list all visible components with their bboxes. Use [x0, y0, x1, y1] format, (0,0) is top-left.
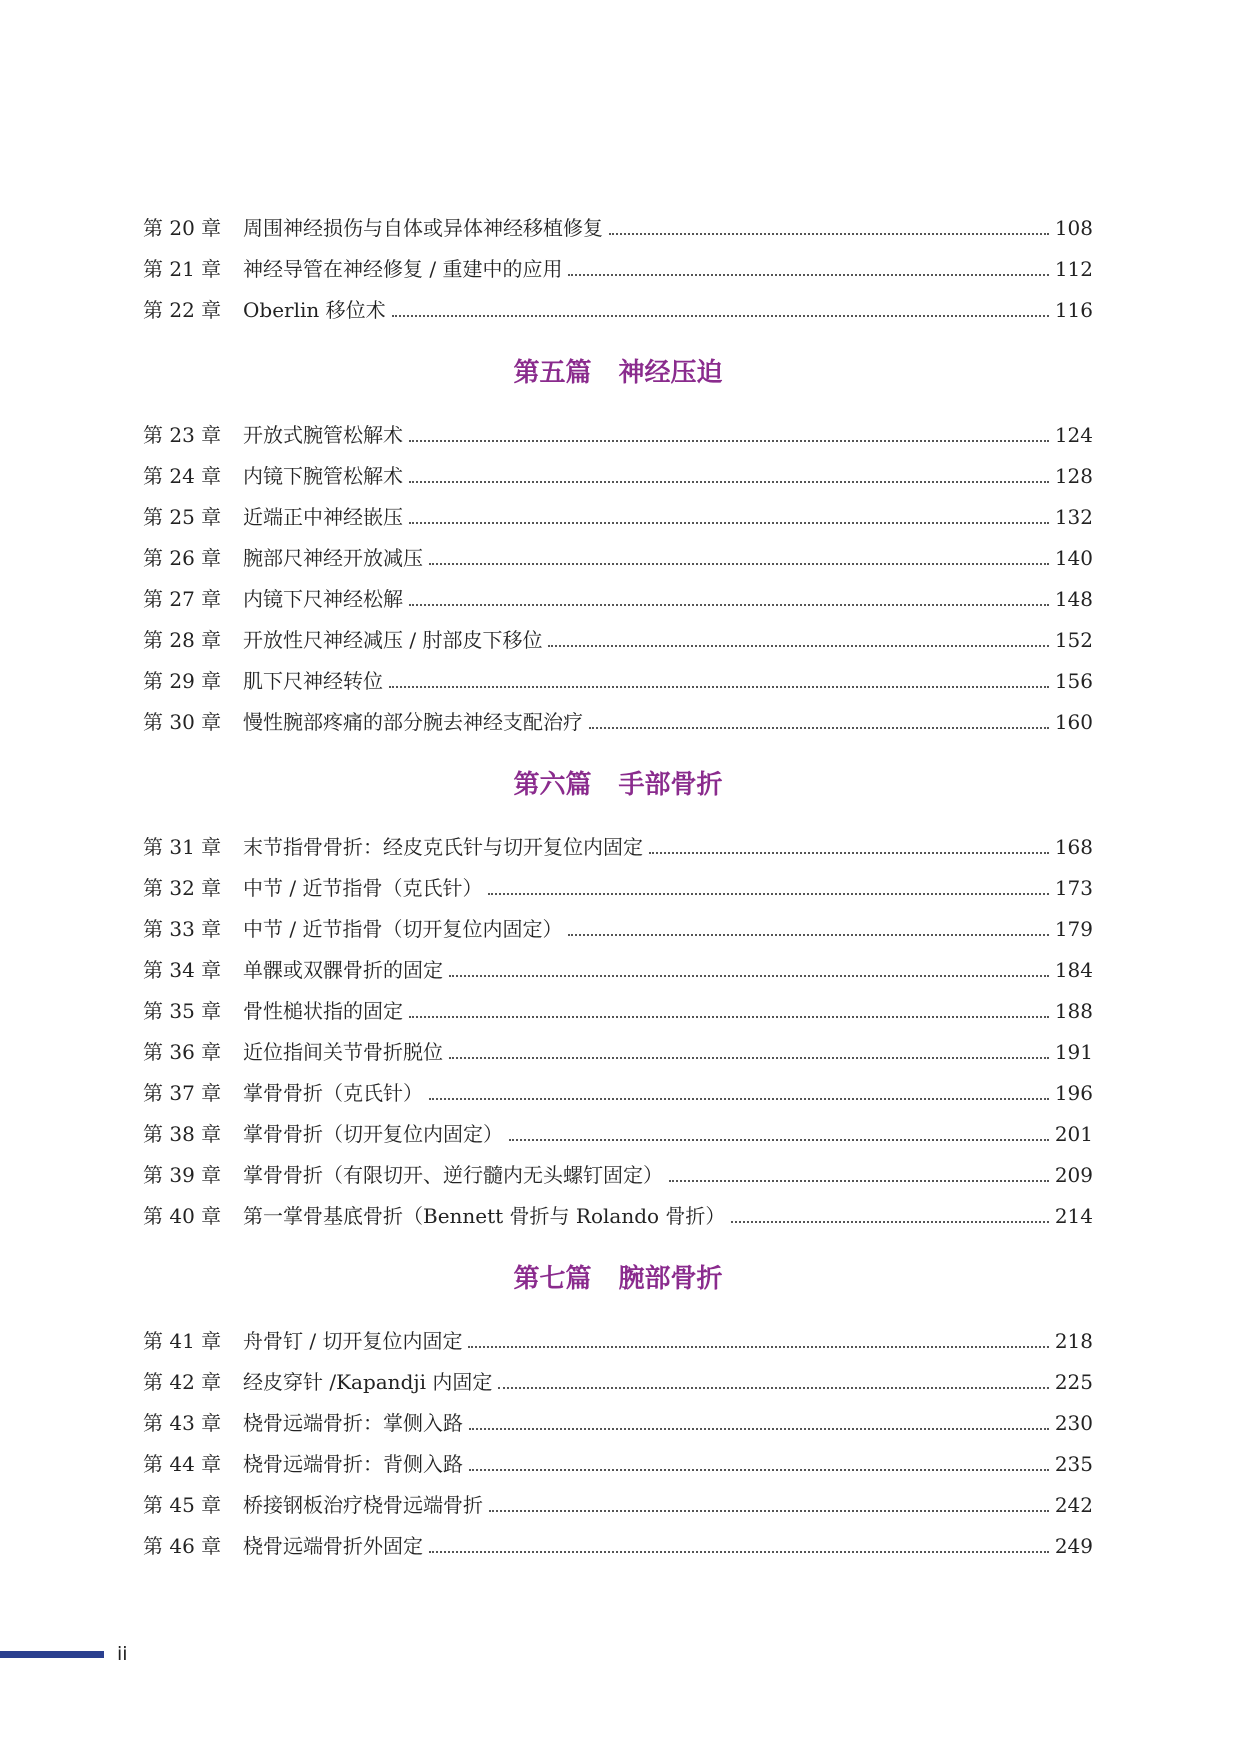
page-number: 108 — [1054, 216, 1093, 240]
page-number: 160 — [1054, 710, 1093, 734]
toc-entry[interactable] — [143, 1362, 1093, 1403]
page-number: 132 — [1054, 505, 1093, 529]
toc-entry[interactable] — [143, 1032, 1093, 1073]
chapter-number: 第 32 章 — [143, 876, 222, 900]
dot-leader — [488, 893, 1048, 895]
toc-entry[interactable] — [143, 1526, 1093, 1567]
chapter-title: 掌骨骨折（克氏针） — [243, 1081, 423, 1105]
footer-accent-bar — [0, 1651, 104, 1658]
page-number: 148 — [1054, 587, 1093, 611]
chapter-number: 第 40 章 — [143, 1204, 222, 1228]
chapter-number: 第 35 章 — [143, 999, 222, 1023]
chapter-title: 内镜下尺神经松解 — [243, 587, 403, 611]
page-number: 225 — [1054, 1370, 1093, 1394]
chapter-title: 骨性槌状指的固定 — [243, 999, 403, 1023]
chapter-number: 第 24 章 — [143, 464, 222, 488]
table-of-contents — [143, 208, 1093, 1567]
page-number: 173 — [1054, 876, 1093, 900]
dot-leader — [409, 481, 1049, 483]
chapter-number: 第 36 章 — [143, 1040, 222, 1064]
chapter-number: 第 20 章 — [143, 216, 222, 240]
chapter-number: 第 31 章 — [143, 835, 222, 859]
toc-entry[interactable] — [143, 1444, 1093, 1485]
page-number: 124 — [1054, 423, 1093, 447]
dot-leader — [409, 1016, 1049, 1018]
toc-entry[interactable] — [143, 415, 1093, 456]
toc-entry[interactable] — [143, 909, 1093, 950]
chapter-title: 腕部尺神经开放减压 — [243, 546, 423, 570]
page-number: 179 — [1054, 917, 1093, 941]
toc-entry[interactable] — [143, 827, 1093, 868]
chapter-number: 第 38 章 — [143, 1122, 222, 1146]
part-heading: 第六篇 手部骨折 — [513, 770, 723, 800]
dot-leader — [669, 1180, 1049, 1182]
chapter-number: 第 27 章 — [143, 587, 222, 611]
chapter-title: 舟骨钉 / 切开复位内固定 — [243, 1329, 463, 1353]
toc-entry[interactable] — [143, 702, 1093, 743]
toc-entry[interactable] — [143, 1155, 1093, 1196]
chapter-title: 慢性腕部疼痛的部分腕去神经支配治疗 — [243, 710, 583, 734]
chapter-title: 近位指间关节骨折脱位 — [243, 1040, 443, 1064]
dot-leader — [468, 1346, 1048, 1348]
chapter-title: 近端正中神经嵌压 — [243, 505, 403, 529]
toc-entry[interactable] — [143, 868, 1093, 909]
chapter-number: 第 41 章 — [143, 1329, 222, 1353]
chapter-number: 第 34 章 — [143, 958, 222, 982]
chapter-number: 第 46 章 — [143, 1534, 222, 1558]
toc-entry[interactable] — [143, 456, 1093, 497]
dot-leader — [649, 852, 1049, 854]
toc-entry[interactable] — [143, 620, 1093, 661]
chapter-title: 末节指骨骨折：经皮克氏针与切开复位内固定 — [243, 835, 643, 859]
page-number: 168 — [1054, 835, 1093, 859]
dot-leader — [449, 1057, 1049, 1059]
page-number: 214 — [1054, 1204, 1093, 1228]
page-number: 209 — [1054, 1163, 1093, 1187]
page-number: 218 — [1054, 1329, 1093, 1353]
page-number: 112 — [1054, 257, 1093, 281]
chapter-number: 第 43 章 — [143, 1411, 222, 1435]
toc-entry[interactable] — [143, 1403, 1093, 1444]
toc-entry[interactable] — [143, 661, 1093, 702]
chapter-title: 周围神经损伤与自体或异体神经移植修复 — [243, 216, 603, 240]
toc-entry[interactable] — [143, 538, 1093, 579]
toc-entry[interactable] — [143, 1073, 1093, 1114]
dot-leader — [498, 1387, 1048, 1389]
toc-entry[interactable] — [143, 290, 1093, 331]
toc-entry[interactable] — [143, 249, 1093, 290]
chapter-number: 第 44 章 — [143, 1452, 222, 1476]
toc-entry[interactable] — [143, 1114, 1093, 1155]
page-number: 242 — [1054, 1493, 1093, 1517]
dot-leader — [429, 563, 1049, 565]
toc-entry[interactable] — [143, 579, 1093, 620]
dot-leader — [392, 315, 1049, 317]
toc-entry[interactable] — [143, 1321, 1093, 1362]
chapter-title: 神经导管在神经修复 / 重建中的应用 — [243, 257, 563, 281]
page-number: 188 — [1054, 999, 1093, 1023]
dot-leader — [731, 1221, 1048, 1223]
page-number: 201 — [1054, 1122, 1093, 1146]
page-number: 128 — [1054, 464, 1093, 488]
page-number: 152 — [1054, 628, 1093, 652]
chapter-number: 第 28 章 — [143, 628, 222, 652]
page-number: 116 — [1054, 298, 1093, 322]
dot-leader — [429, 1551, 1049, 1553]
chapter-title: 桥接钢板治疗桡骨远端骨折 — [243, 1493, 483, 1517]
chapter-number: 第 42 章 — [143, 1370, 222, 1394]
page-number: 230 — [1054, 1411, 1093, 1435]
chapter-number: 第 23 章 — [143, 423, 222, 447]
page-number: 196 — [1054, 1081, 1093, 1105]
toc-entry[interactable] — [143, 950, 1093, 991]
chapter-title: 中节 / 近节指骨（切开复位内固定） — [243, 917, 563, 941]
chapter-title: 开放式腕管松解术 — [243, 423, 403, 447]
chapter-title: 单髁或双髁骨折的固定 — [243, 958, 443, 982]
dot-leader — [389, 686, 1049, 688]
part-heading: 第七篇 腕部骨折 — [513, 1264, 723, 1294]
dot-leader — [609, 233, 1049, 235]
chapter-title: Oberlin 移位术 — [243, 298, 386, 322]
chapter-number: 第 26 章 — [143, 546, 222, 570]
dot-leader — [548, 645, 1048, 647]
chapter-title: 掌骨骨折（切开复位内固定） — [243, 1122, 503, 1146]
chapter-title: 桡骨远端骨折：掌侧入路 — [243, 1411, 463, 1435]
toc-entry[interactable] — [143, 497, 1093, 538]
toc-entry[interactable] — [143, 1485, 1093, 1526]
chapter-title: 内镜下腕管松解术 — [243, 464, 403, 488]
chapter-title: 肌下尺神经转位 — [243, 669, 383, 693]
part-heading: 第五篇 神经压迫 — [513, 358, 723, 388]
dot-leader — [469, 1428, 1049, 1430]
chapter-title: 开放性尺神经减压 / 肘部皮下移位 — [243, 628, 543, 652]
dot-leader — [568, 934, 1048, 936]
dot-leader — [489, 1510, 1049, 1512]
page-number: 140 — [1054, 546, 1093, 570]
page-number-folio: ii — [117, 1643, 128, 1665]
toc-entry[interactable] — [143, 1196, 1093, 1237]
chapter-number: 第 33 章 — [143, 917, 222, 941]
chapter-title: 第一掌骨基底骨折（Bennett 骨折与 Rolando 骨折） — [243, 1204, 726, 1228]
chapter-number: 第 39 章 — [143, 1163, 222, 1187]
toc-entry[interactable] — [143, 208, 1093, 249]
page-number: 184 — [1054, 958, 1093, 982]
dot-leader — [409, 604, 1049, 606]
chapter-number: 第 22 章 — [143, 298, 222, 322]
chapter-title: 掌骨骨折（有限切开、逆行髓内无头螺钉固定） — [243, 1163, 663, 1187]
dot-leader — [409, 522, 1049, 524]
dot-leader — [449, 975, 1049, 977]
chapter-title: 经皮穿针 /Kapandji 内固定 — [243, 1370, 493, 1394]
chapter-number: 第 37 章 — [143, 1081, 222, 1105]
dot-leader — [568, 274, 1048, 276]
dot-leader — [469, 1469, 1049, 1471]
page-number: 191 — [1054, 1040, 1093, 1064]
dot-leader — [429, 1098, 1049, 1100]
dot-leader — [409, 440, 1049, 442]
chapter-title: 桡骨远端骨折外固定 — [243, 1534, 423, 1558]
chapter-number: 第 45 章 — [143, 1493, 222, 1517]
chapter-number: 第 25 章 — [143, 505, 222, 529]
page-number: 235 — [1054, 1452, 1093, 1476]
page-number: 156 — [1054, 669, 1093, 693]
chapter-number: 第 30 章 — [143, 710, 222, 734]
chapter-number: 第 29 章 — [143, 669, 222, 693]
page-number: 249 — [1054, 1534, 1093, 1558]
dot-leader — [589, 727, 1049, 729]
toc-entry[interactable] — [143, 991, 1093, 1032]
chapter-title: 桡骨远端骨折：背侧入路 — [243, 1452, 463, 1476]
dot-leader — [509, 1139, 1049, 1141]
chapter-title: 中节 / 近节指骨（克氏针） — [243, 876, 483, 900]
chapter-number: 第 21 章 — [143, 257, 222, 281]
